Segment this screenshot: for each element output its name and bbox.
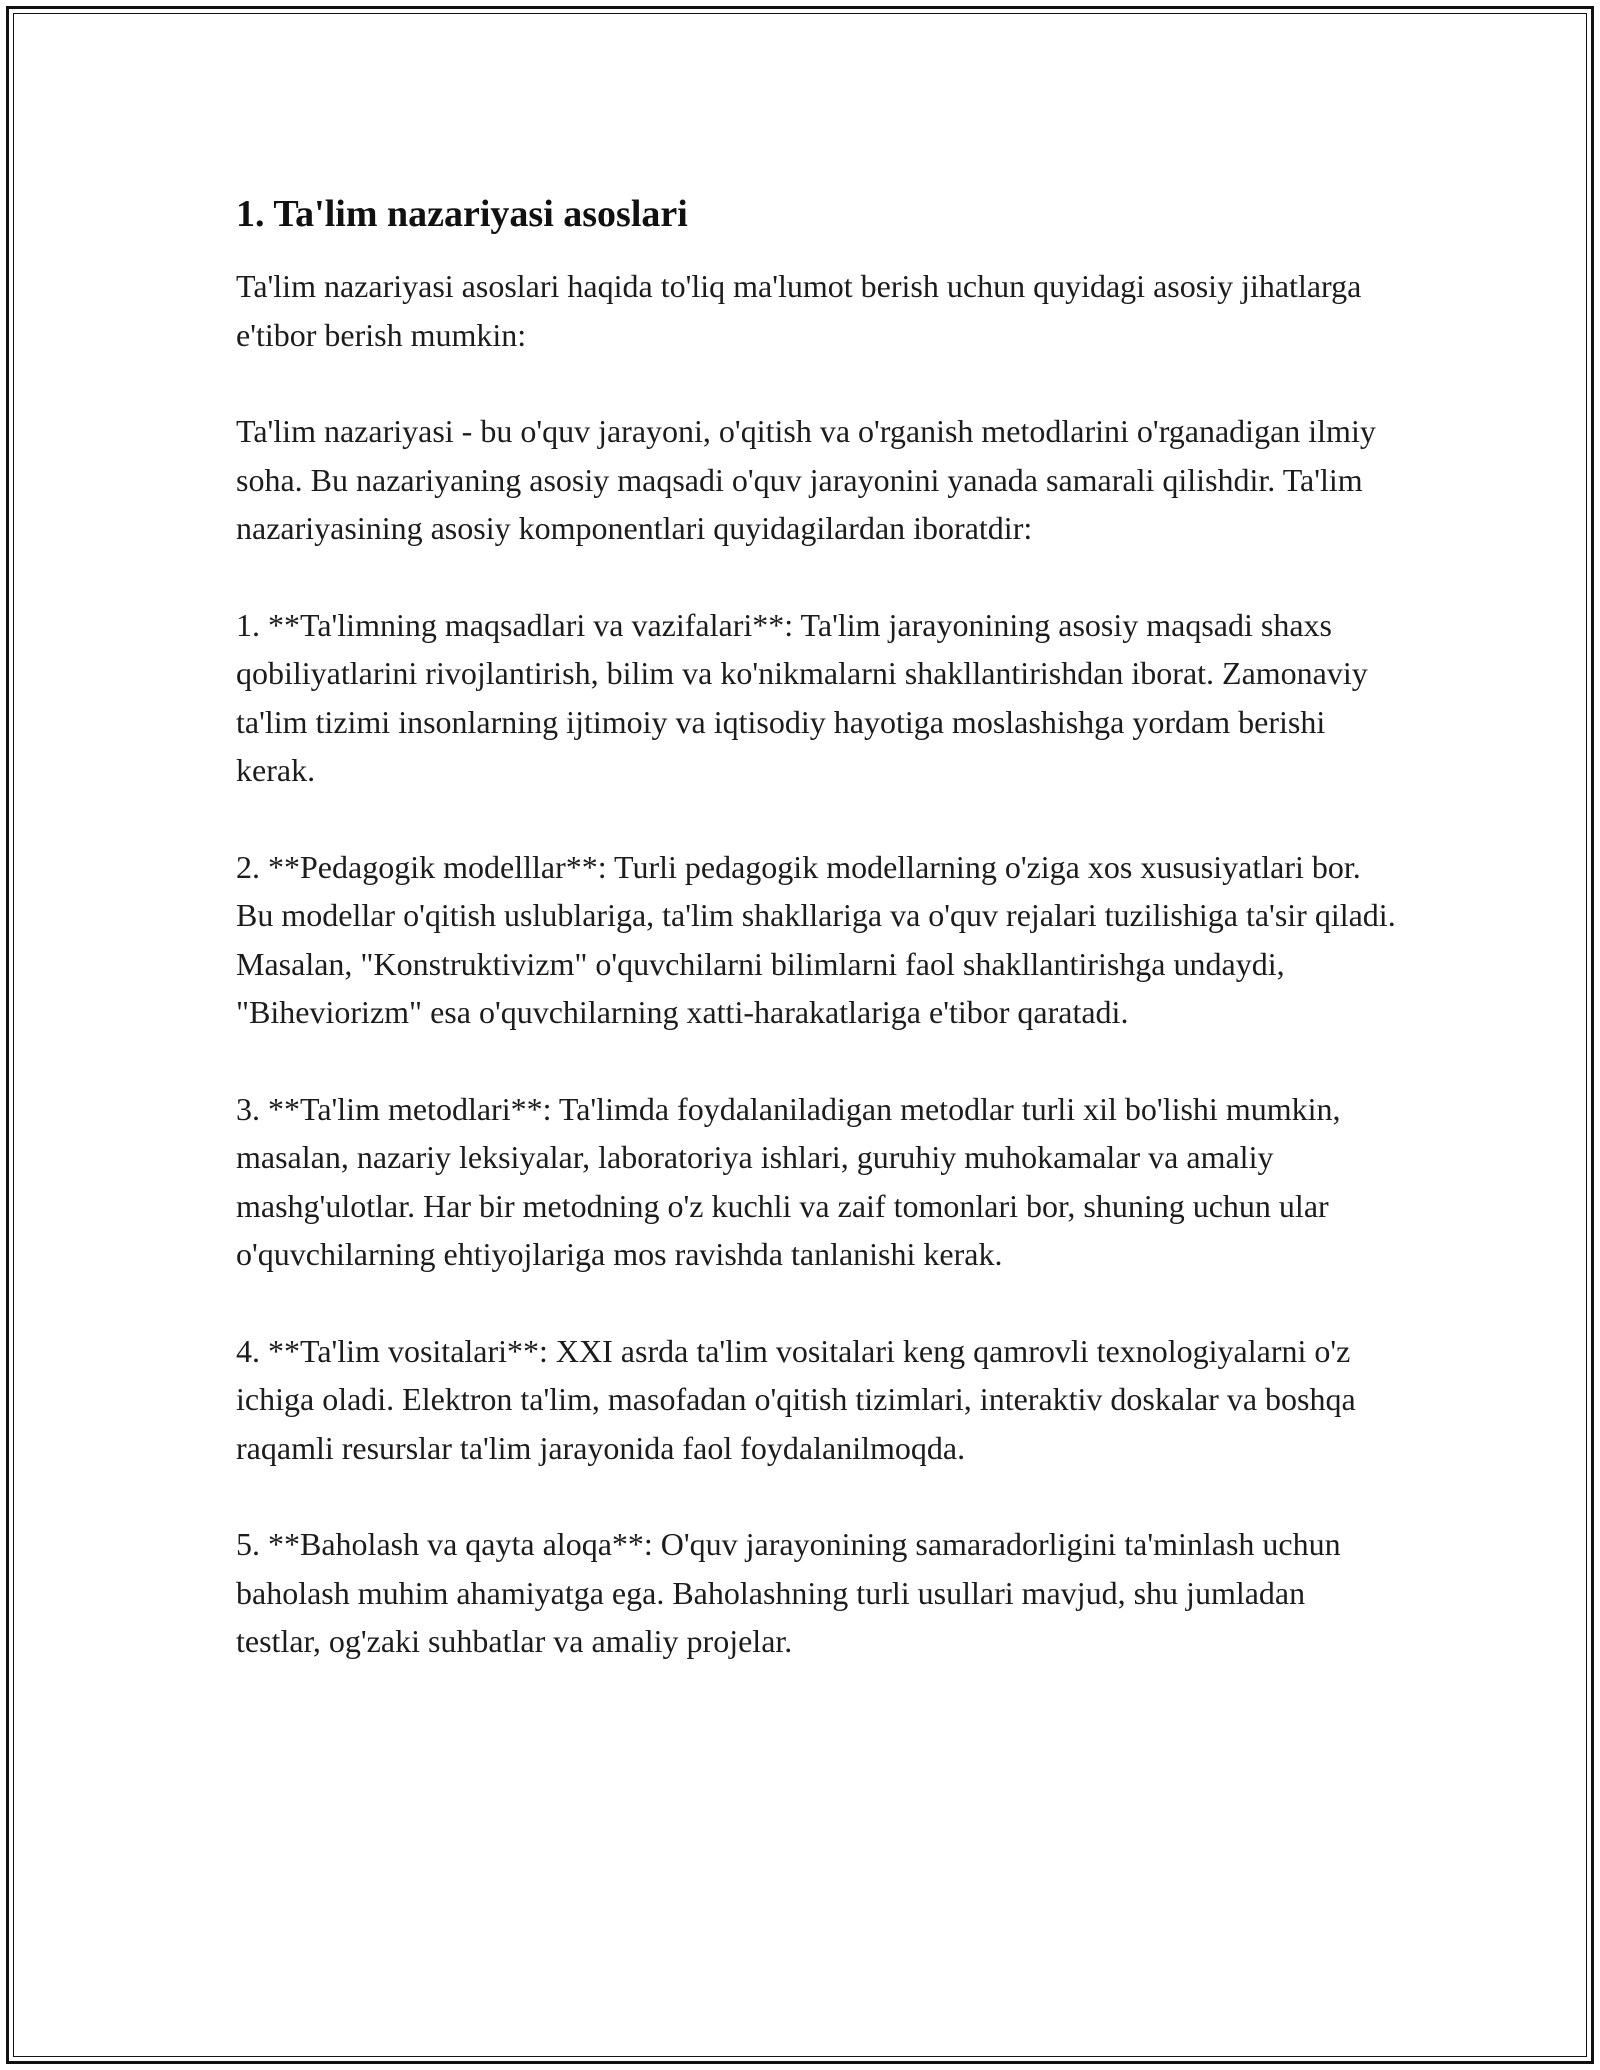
list-item-goals: 1. **Ta'limning maqsadlari va vazifalari**: Ta'lim jarayonining asosiy maqsadi shaxs qobiliyatlarini rivojlantirish, bilim va ko'nikmalarni shakllantirishdan iborat. Zamonaviy ta'lim tizimi insonlarning ijtimoiy va iqtisodiy hayotiga moslashishga yordam berishi kerak. xyxy=(236,606,1368,788)
list-item-methods: 3. **Ta'lim metodlari**: Ta'limda foydalaniladigan metodlar turli xil bo'lishi mumkin, masalan, nazariy leksiyalar, laboratoriya ishlari, guruhiy muhokamalar va amaliy mashg'ulotlar. Har bir metodning o'z kuchli va zaif tomonlari bor, shuning uchun ular o'quvchilarning ehtiyojlariga mos ravishda tanlanishi kerak. xyxy=(236,1090,1341,1272)
list-item-pedagogical-models: 2. **Pedagogik modelllar**: Turli pedagogik modellarning o'ziga xos xususiyatlari bor. Bu modellar o'qitish uslublariga, ta'lim shakllariga va o'quv rejalari tuzilishiga ta'sir qiladi. Masalan, "Konstruktivizm" o'quvchilarni bilimlarni faol shakllantirishga undaydi, "Biheviorizm" esa o'quvchilarning xatti-harakatlariga e'tibor qaratadi. xyxy=(236,848,1396,1030)
list-item-tools: 4. **Ta'lim vositalari**: XXI asrda ta'lim vositalari keng qamrovli texnologiyalarni o'z ichiga oladi. Elektron ta'lim, masofadan o'qitish tizimlari, interaktiv doskalar va boshqa raqamli resurslar ta'lim jarayonida faol foydalanilmoqda. xyxy=(236,1332,1356,1466)
intro-paragraph: Ta'lim nazariyasi asoslari haqida to'liq ma'lumot berish uchun quyidagi asosiy jihatlarga e'tibor berish mumkin: xyxy=(236,268,1362,353)
definition-paragraph: Ta'lim nazariyasi - bu o'quv jarayoni, o'qitish va o'rganish metodlarini o'rganadigan ilmiy soha. Bu nazariyaning asosiy maqsadi o'quv jarayonini yanada samarali qilishdir. Ta'lim nazariyasining asosiy komponentlari quyidagilardan iboratdir: xyxy=(236,413,1376,546)
document-body xyxy=(236,188,1396,1666)
document-title: 1. Ta'lim nazariyasi asoslari xyxy=(236,193,688,235)
list-item-assessment: 5. **Baholash va qayta aloqa**: O'quv jarayonining samaradorligini ta'minlash uchun baholash muhim ahamiyatga ega. Baholashning turli usullari mavjud, shu jumladan testlar, og'zaki suhbatlar va amaliy projelar. xyxy=(236,1526,1341,1659)
